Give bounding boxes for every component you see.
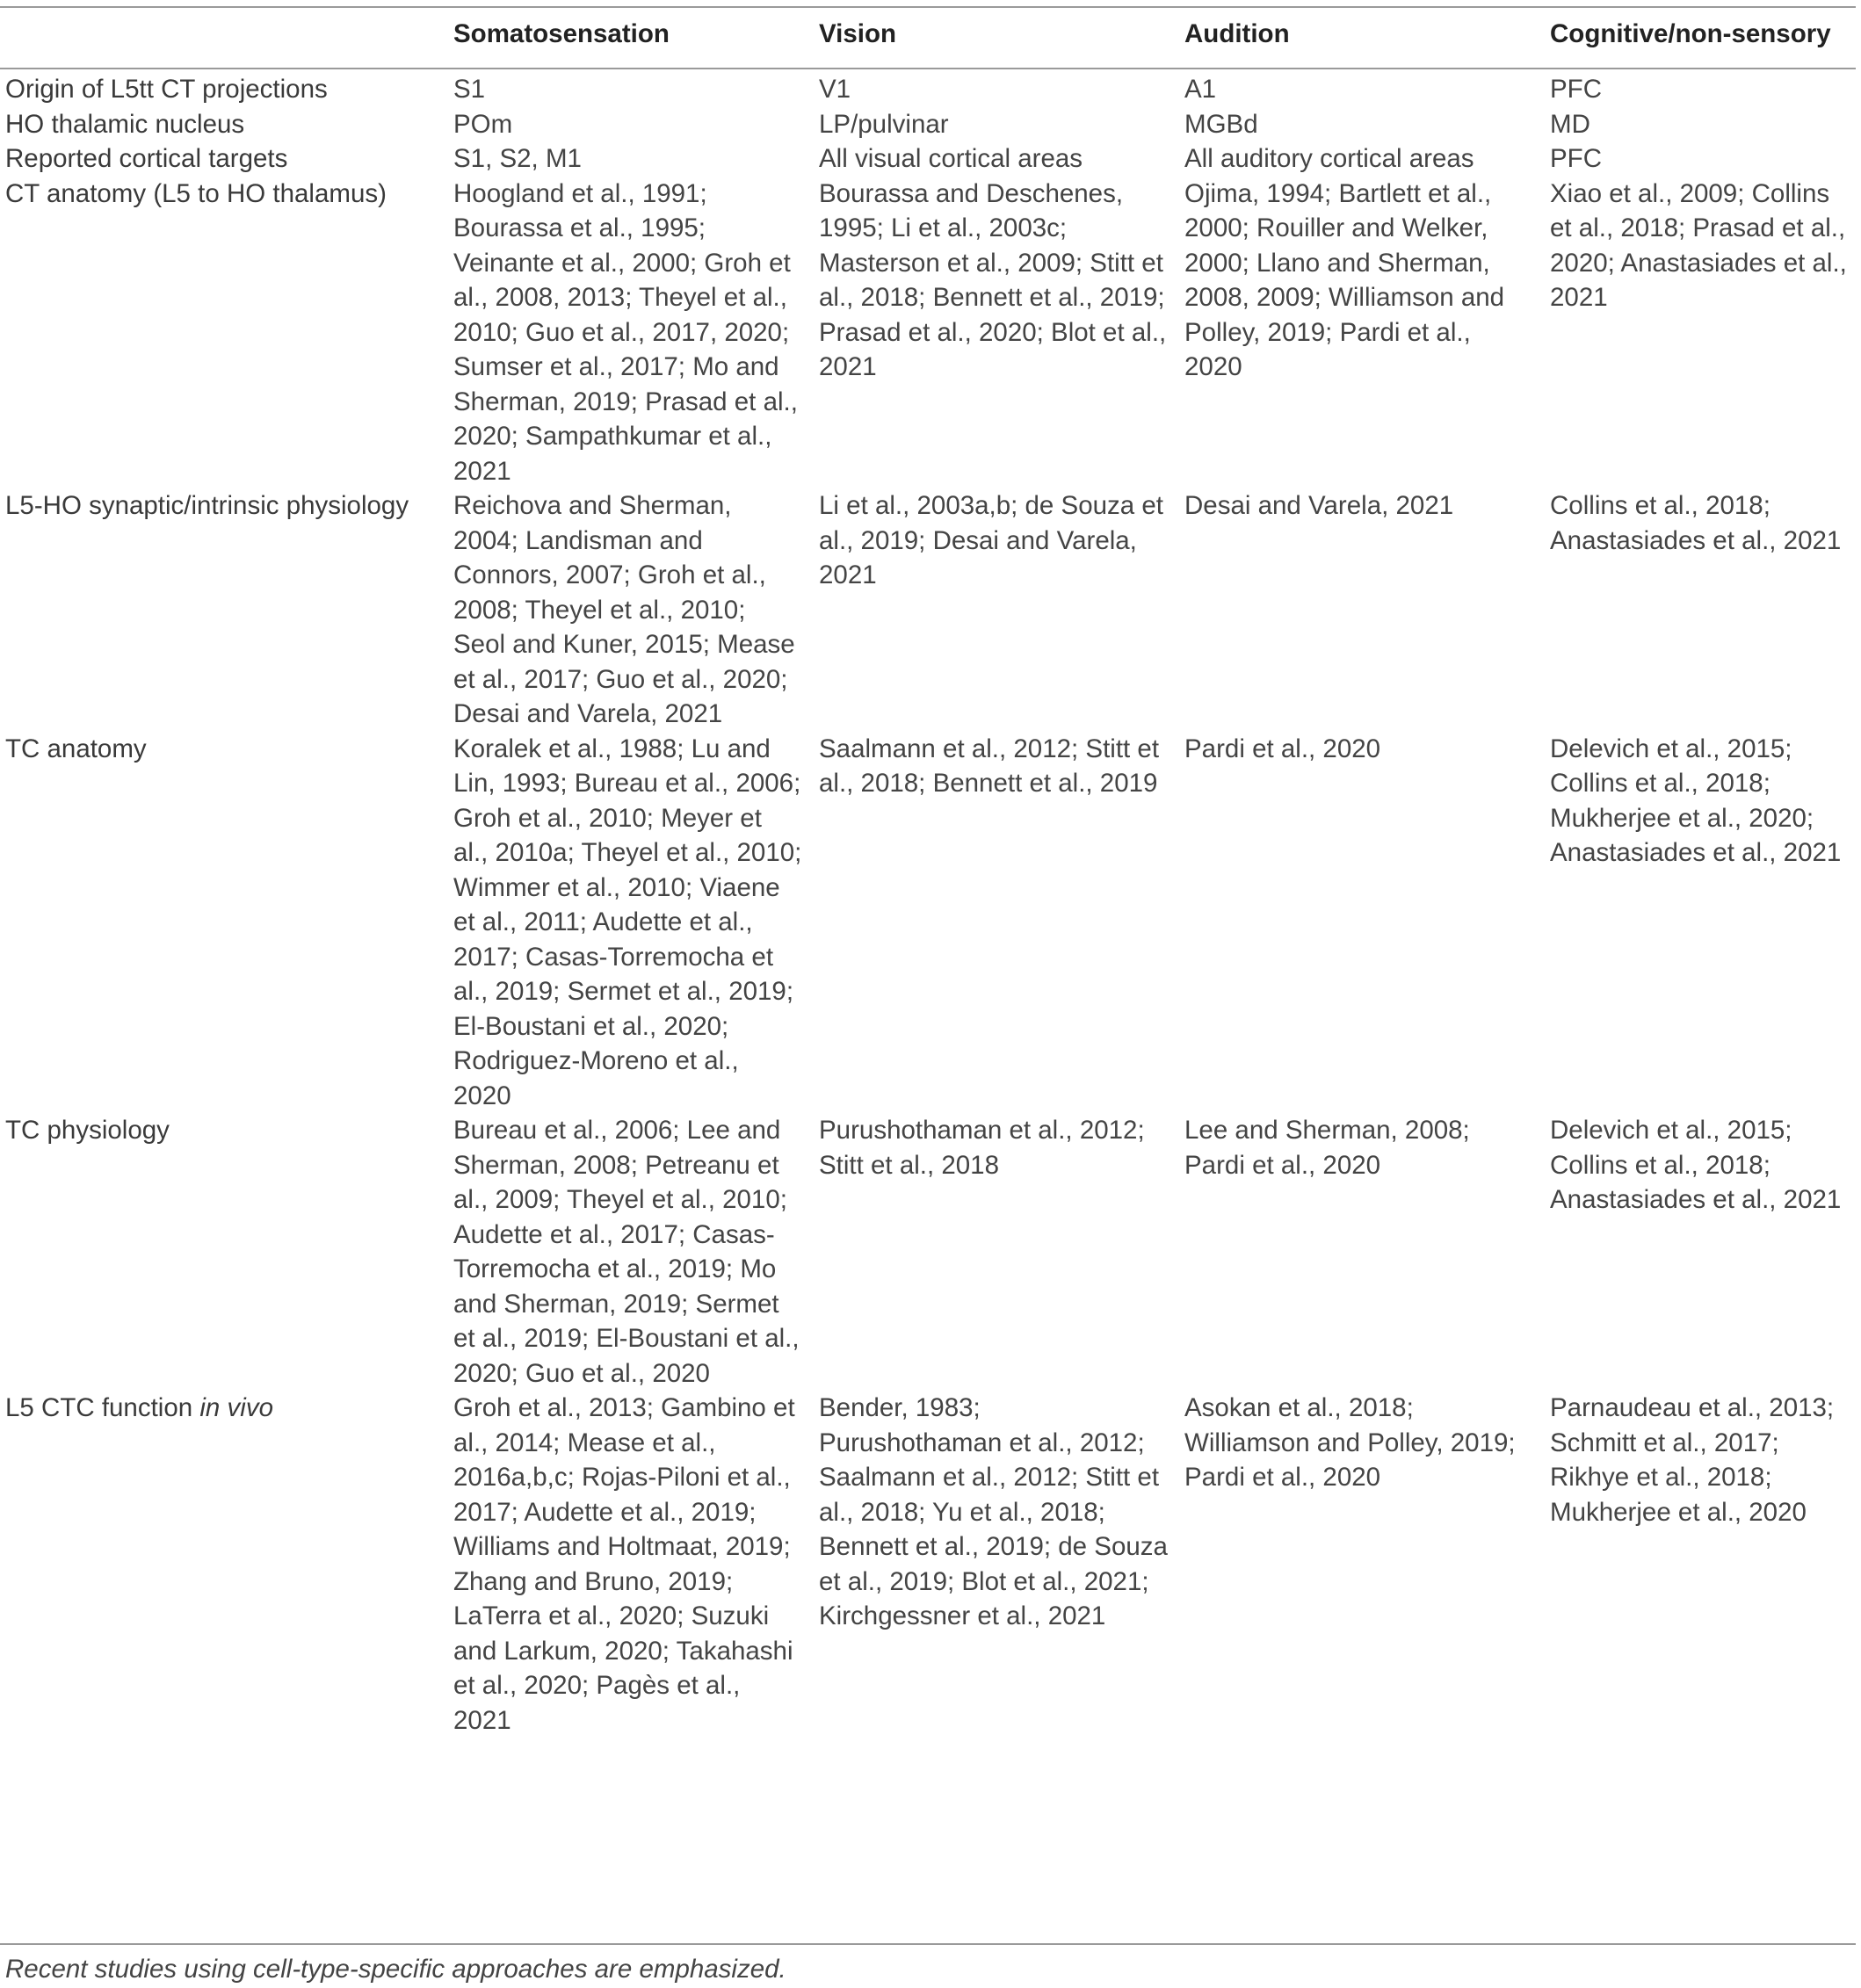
table-cell: Delevich et al., 2015; Collins et al., 2018; Anastasiades et al., 2021 [1550, 1116, 1842, 1214]
table-cell: Groh et al., 2013; Gambino et al., 2014; Mease et al., 2016a,b,c; Rojas-Piloni et al., 2017; Audette et al., 2019; Williams and Holtmaat, 2019; Zhang and Bruno, 2019; LaTerra et al., 2020; Suzuki and Larkum, 2020; Takahashi et al., 2020; Pagès et al., 2021 [453, 1393, 795, 1735]
table-cell: S1, S2, M1 [453, 144, 582, 173]
table-row [0, 72, 1856, 107]
table-cell: Asokan et al., 2018; Williamson and Polley, 2019; Pardi et al., 2020 [1184, 1393, 1516, 1492]
table-cell: Li et al., 2003a,b; de Souza et al., 2019; Desai and Varela, 2021 [819, 491, 1163, 589]
row-label: TC anatomy [5, 734, 147, 763]
table-cell: S1 [453, 75, 486, 104]
column-header-somatosensation: Somatosensation [453, 18, 670, 48]
table-cell: Saalmann et al., 2012; Stitt et al., 2018; Bennett et al., 2019 [819, 734, 1160, 798]
row-label: HO thalamic nucleus [5, 109, 245, 139]
table-footnote: Recent studies using cell-type-specific approaches are emphasized. [5, 1955, 786, 1984]
table-cell: MD [1550, 109, 1590, 139]
column-header-vision: Vision [819, 18, 896, 48]
table-cell: Bender, 1983; Purushothaman et al., 2012; Saalmann et al., 2012; Stitt et al., 2018; Yu et al., 2018; Bennett et al., 2019; de Souza et al., 2019; Blot et al., 2021; Kirchgessner et al., 2021 [819, 1393, 1168, 1630]
header-row [0, 0, 1856, 66]
column-header-audition: Audition [1184, 18, 1290, 48]
row-label-italic: in vivo [199, 1393, 273, 1422]
table-cell: Desai and Varela, 2021 [1184, 491, 1454, 520]
table-cell: Xiao et al., 2009; Collins et al., 2018; Prasad et al., 2020; Anastasiades et al., 2021 [1550, 178, 1847, 312]
row-label: CT anatomy (L5 to HO thalamus) [5, 178, 387, 208]
table-cell: V1 [819, 75, 851, 104]
row-label [0, 1391, 453, 1738]
table-cell: LP/pulvinar [819, 109, 949, 139]
table-row [0, 141, 1856, 177]
table-row [0, 732, 1856, 1114]
bottom-rule [0, 1943, 1856, 1945]
table-cell: All visual cortical areas [819, 144, 1083, 173]
row-label: Reported cortical targets [5, 144, 288, 173]
table-cell: Bureau et al., 2006; Lee and Sherman, 2008; Petreanu et al., 2009; Theyel et al., 2010; Audette et al., 2017; Casas-Torremocha et al., 2019; Mo and Sherman, 2019; Sermet et al., 2019; El-Boustani et al., 2020; Guo et al., 2020 [453, 1116, 800, 1388]
table-cell: PFC [1550, 75, 1602, 104]
table-cell: MGBd [1184, 109, 1258, 139]
table-row [0, 488, 1856, 732]
column-header-cognitive: Cognitive/non-sensory [1550, 18, 1831, 48]
table-cell: Delevich et al., 2015; Collins et al., 2018; Mukherjee et al., 2020; Anastasiades et al., 2021 [1550, 734, 1842, 867]
table-cell: Koralek et al., 1988; Lu and Lin, 1993; Bureau et al., 2006; Groh et al., 2010; Meyer et al., 2010a; Theyel et al., 2010; Wimmer et al., 2010; Viaene et al., 2011; Audette et al., 2017; Casas-Torremocha et al., 2019; Sermet et al., 2019; El-Boustani et al., 2020; Rodriguez-Moreno et al., 2020 [453, 734, 802, 1110]
table-cell: Lee and Sherman, 2008; Pardi et al., 2020 [1184, 1116, 1470, 1180]
table-row [0, 1113, 1856, 1391]
table-cell: Bourassa and Deschenes, 1995; Li et al., 2003c; Masterson et al., 2009; Stitt et al., 2018; Bennett et al., 2019; Prasad et al., 2020; Blot et al., 2021 [819, 178, 1167, 381]
table-cell: A1 [1184, 75, 1217, 104]
table-cell: Ojima, 1994; Bartlett et al., 2000; Rouiller and Welker, 2000; Llano and Sherman, 2008, 2009; Williamson and Polley, 2019; Pardi et al., 2020 [1184, 178, 1505, 381]
table-row [0, 1391, 1856, 1738]
row-label: TC physiology [5, 1116, 170, 1145]
row-label: L5-HO synaptic/intrinsic physiology [5, 491, 409, 520]
table-cell: Pardi et al., 2020 [1184, 734, 1381, 763]
table-cell: PFC [1550, 144, 1602, 173]
table-cell: Collins et al., 2018; Anastasiades et al., 2021 [1550, 491, 1842, 555]
table-cell: POm [453, 109, 513, 139]
row-label-main: L5 CTC function [5, 1393, 200, 1422]
column-header-empty [0, 0, 453, 66]
row-label: Origin of L5tt CT projections [5, 75, 328, 104]
table-cell: Purushothaman et al., 2012; Stitt et al., 2018 [819, 1116, 1145, 1180]
table-row [0, 177, 1856, 489]
table-cell: All auditory cortical areas [1184, 144, 1474, 173]
table-cell: Parnaudeau et al., 2013; Schmitt et al., 2017; Rikhye et al., 2018; Mukherjee et al., 2020 [1550, 1393, 1835, 1527]
table-cell: Hoogland et al., 1991; Bourassa et al., 1995; Veinante et al., 2000; Groh et al., 2008, 2013; Theyel et al., 2010; Guo et al., 2017, 2020; Sumser et al., 2017; Mo and Sherman, 2019; Prasad et al., 2020; Sampathkumar et al., 2021 [453, 178, 798, 486]
table-row [0, 107, 1856, 142]
table-cell: Reichova and Sherman, 2004; Landisman and Connors, 2007; Groh et al., 2008; Theyel et al., 2010; Seol and Kuner, 2015; Mease et al., 2017; Guo et al., 2020; Desai and Varela, 2021 [453, 491, 795, 728]
